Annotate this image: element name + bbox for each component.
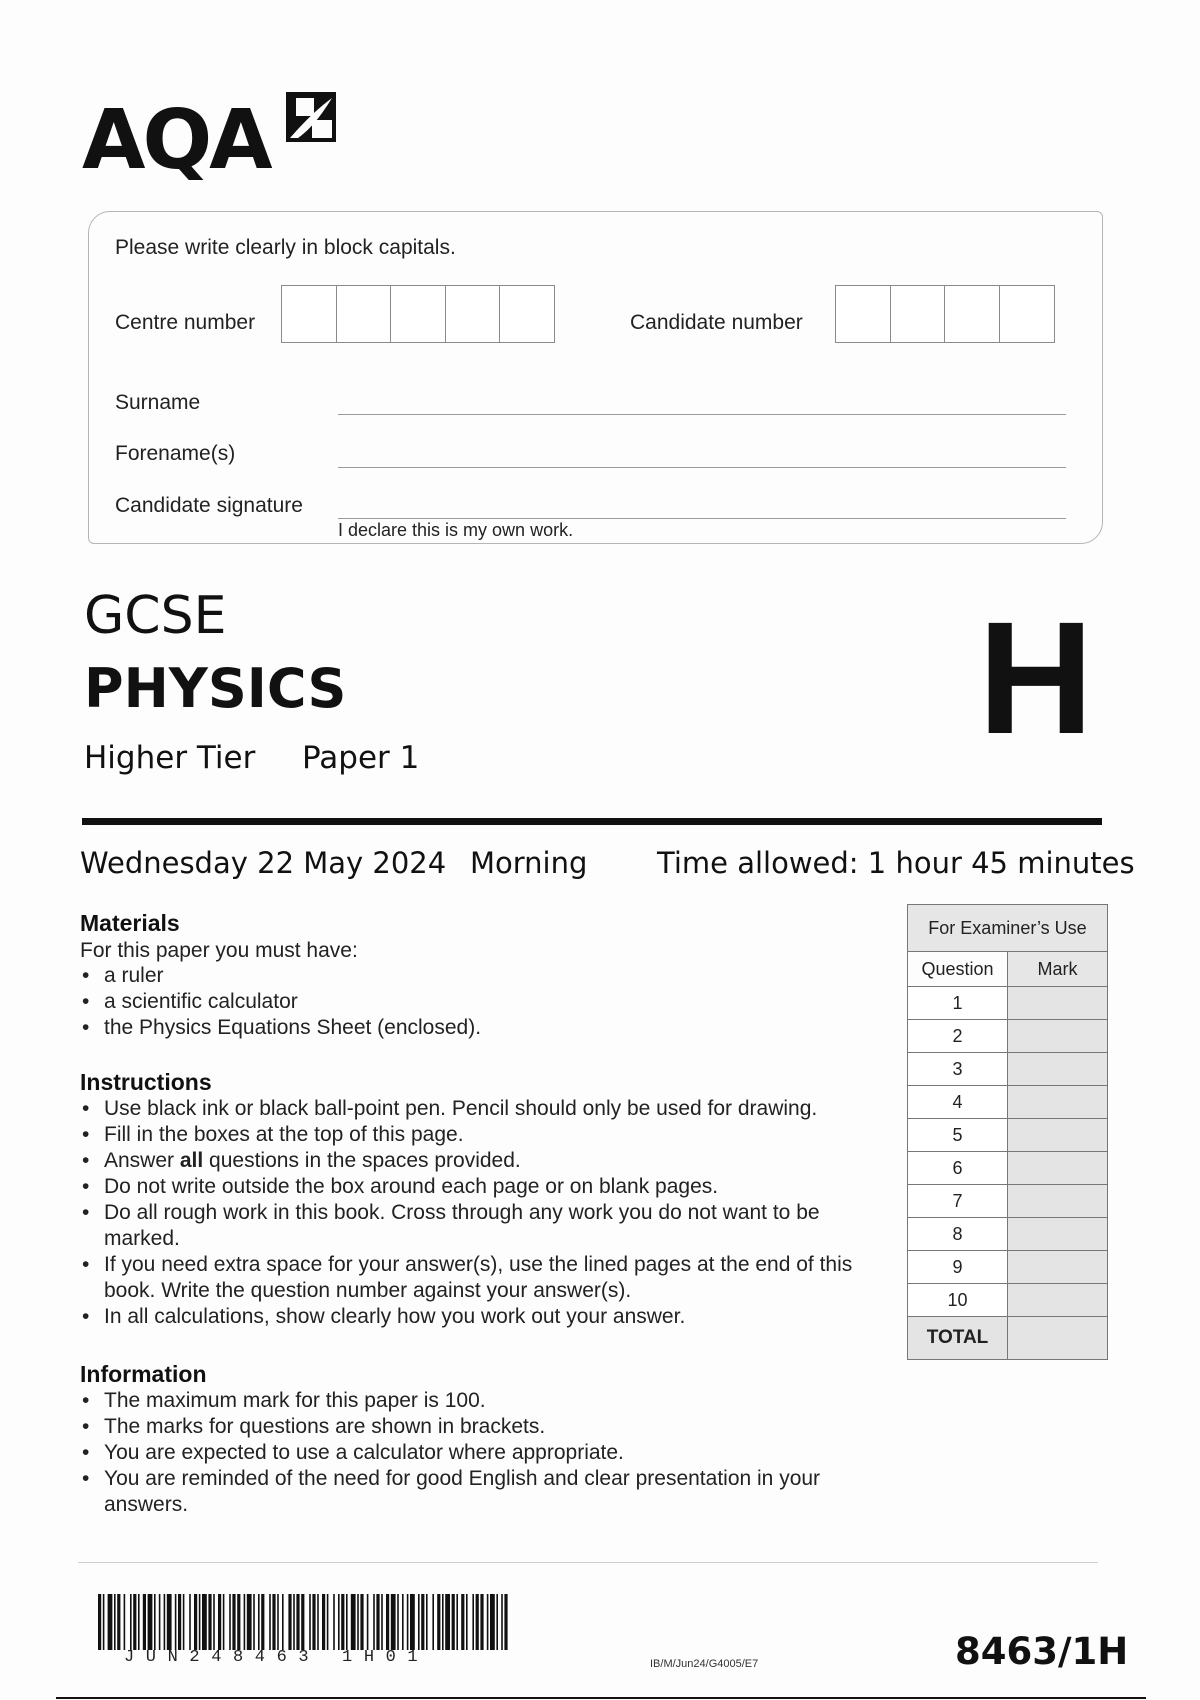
barcode-bar	[317, 1594, 319, 1650]
centre-digit-box[interactable]	[281, 285, 337, 343]
subject-title: PHYSICS	[84, 657, 347, 720]
barcode-bar	[277, 1594, 279, 1650]
barcode-bar	[501, 1594, 503, 1650]
barcode-bar	[472, 1594, 474, 1650]
total-mark-cell	[1008, 1317, 1108, 1360]
barcode-bar	[98, 1594, 101, 1650]
barcode-bar	[213, 1594, 215, 1650]
question-number: 2	[908, 1020, 1008, 1053]
declaration-text: I declare this is my own work.	[338, 520, 574, 540]
barcode-bar	[367, 1594, 369, 1650]
mark-cell	[1008, 1086, 1108, 1119]
barcode-image	[98, 1594, 508, 1650]
barcode-bar	[296, 1594, 299, 1650]
mark-cell	[1008, 1284, 1108, 1317]
information-item: • You are reminded of the need for good English and clear presentation in your answers.	[80, 1466, 840, 1518]
question-number: 4	[908, 1086, 1008, 1119]
barcode-bar	[288, 1594, 291, 1650]
instructions-item: • Do not write outside the box around each page or on blank pages.	[80, 1174, 870, 1200]
instructions-item: • Do all rough work in this book. Cross through any work you do not want to be marked.	[80, 1200, 849, 1252]
table-row	[908, 1152, 1108, 1185]
information-heading: Information	[80, 1361, 207, 1387]
barcode-bar	[496, 1594, 498, 1650]
materials-intro: For this paper you must have:	[80, 939, 358, 962]
table-row	[908, 1284, 1108, 1317]
answer-prefix: Answer	[104, 1149, 180, 1172]
barcode-bar	[293, 1594, 295, 1650]
barcode-bar	[164, 1594, 166, 1650]
exam-session: Morning	[470, 846, 588, 880]
barcode-bar	[301, 1594, 304, 1650]
materials-section	[80, 910, 880, 1041]
question-number: 8	[908, 1218, 1008, 1251]
centre-number-label: Centre number	[115, 311, 256, 334]
barcode-bar	[418, 1594, 420, 1650]
surname-line[interactable]	[338, 414, 1066, 415]
aqa-leaf-icon	[282, 88, 340, 146]
table-row	[908, 1251, 1108, 1284]
candidate-number-boxes[interactable]	[835, 285, 1053, 343]
barcode-bar	[487, 1594, 489, 1650]
mark-cell	[1008, 1185, 1108, 1218]
page-bottom-rule	[56, 1697, 1146, 1699]
forenames-line[interactable]	[338, 467, 1066, 468]
candidate-number-label: Candidate number	[630, 311, 803, 334]
reference-code: IB/M/Jun24/G4005/E7	[650, 1658, 759, 1670]
candidate-digit-box[interactable]	[835, 285, 891, 343]
mark-cell	[1008, 1152, 1108, 1185]
block-capitals-instruction: Please write clearly in block capitals.	[115, 236, 456, 259]
barcode-bar	[333, 1594, 335, 1650]
barcode-bar	[421, 1594, 424, 1650]
barcode-bar	[312, 1594, 315, 1650]
centre-digit-box[interactable]	[336, 285, 392, 343]
barcode-bar	[376, 1594, 379, 1650]
footer-divider	[78, 1562, 1098, 1563]
paper-label: Paper 1	[302, 740, 420, 776]
barcode-bar	[194, 1594, 197, 1650]
barcode-bar	[202, 1594, 207, 1650]
barcode-bar	[138, 1594, 140, 1650]
qualification-title: GCSE	[84, 586, 227, 646]
answer-emphasis: all	[179, 1149, 204, 1172]
instructions-item: • In all calculations, show clearly how you work out your answer.	[80, 1304, 870, 1330]
barcode-bar	[133, 1594, 136, 1650]
table-row	[908, 1086, 1108, 1119]
tier-letter: H	[978, 588, 1094, 767]
mark-cell	[1008, 1218, 1108, 1251]
barcode-bar	[452, 1594, 455, 1650]
information-item: • The maximum mark for this paper is 100.	[80, 1388, 840, 1414]
materials-item: • a scientific calculator	[80, 989, 880, 1015]
question-number: 5	[908, 1119, 1008, 1152]
barcode-bar	[244, 1594, 246, 1650]
barcode-bar	[189, 1594, 191, 1650]
barcode-bar	[327, 1594, 329, 1650]
time-allowed: Time allowed: 1 hour 45 minutes	[657, 846, 1135, 880]
barcode-bar	[208, 1594, 211, 1650]
barcode-bar	[397, 1594, 399, 1650]
title-divider	[82, 818, 1102, 825]
information-item: • The marks for questions are shown in brackets.	[80, 1414, 840, 1440]
barcode-bar	[466, 1594, 468, 1650]
instructions-item-answer-all	[80, 1148, 870, 1174]
question-number: 7	[908, 1185, 1008, 1218]
candidate-digit-box[interactable]	[999, 285, 1055, 343]
barcode-bar	[183, 1594, 185, 1650]
question-number: 3	[908, 1053, 1008, 1086]
barcode-bar	[360, 1594, 363, 1650]
instructions-heading: Instructions	[80, 1069, 212, 1095]
table-row	[908, 1053, 1108, 1086]
barcode-bar	[338, 1594, 340, 1650]
barcode-bar	[480, 1594, 483, 1650]
barcode-bar	[476, 1594, 479, 1650]
question-number: 1	[908, 987, 1008, 1020]
barcode-bar	[218, 1594, 221, 1650]
question-number: 10	[908, 1284, 1008, 1317]
candidate-digit-box[interactable]	[890, 285, 946, 343]
question-number: 6	[908, 1152, 1008, 1185]
aqa-logo	[82, 88, 352, 188]
tier-label: Higher Tier	[84, 740, 256, 776]
centre-digit-box[interactable]	[499, 285, 555, 343]
barcode-bar	[341, 1594, 344, 1650]
table-row	[908, 1119, 1108, 1152]
answer-suffix: questions in the spaces provided.	[203, 1149, 521, 1172]
centre-digit-box[interactable]	[390, 285, 446, 343]
barcode-bar	[442, 1594, 444, 1650]
barcode-bar	[351, 1594, 356, 1650]
barcode-bar	[159, 1594, 161, 1650]
barcode-bar	[445, 1594, 450, 1650]
barcode-bar	[229, 1594, 231, 1650]
barcode-bar	[114, 1594, 116, 1650]
barcode-bar	[322, 1594, 325, 1650]
information-item: • You are expected to use a calculator where appropriate.	[80, 1440, 840, 1466]
barcode-bar	[410, 1594, 415, 1650]
instructions-section	[80, 1069, 880, 1330]
surname-label: Surname	[115, 391, 201, 414]
barcode-bar	[143, 1594, 146, 1650]
barcode-bar	[386, 1594, 389, 1650]
barcode-bar	[199, 1594, 201, 1650]
centre-number-boxes[interactable]	[281, 285, 554, 343]
barcode-bar	[253, 1594, 255, 1650]
instructions-item: • Use black ink or black ball-point pen. Pencil should only be used for drawing.	[80, 1096, 870, 1122]
barcode-bar	[232, 1594, 235, 1650]
centre-digit-box[interactable]	[445, 285, 501, 343]
barcode-bar	[223, 1594, 225, 1650]
barcode-bar	[272, 1594, 275, 1650]
materials-item: • the Physics Equations Sheet (enclosed).	[80, 1015, 880, 1041]
total-row	[908, 1317, 1108, 1360]
barcode-bar	[148, 1594, 153, 1650]
table-row	[908, 987, 1108, 1020]
barcode-bar	[178, 1594, 181, 1650]
barcode-bar	[407, 1594, 409, 1650]
forenames-label: Forename(s)	[115, 442, 236, 465]
barcode-bar	[373, 1594, 375, 1650]
barcode-bar	[346, 1594, 348, 1650]
paper-code: 8463/1H	[955, 1630, 1129, 1673]
barcode-bar	[247, 1594, 252, 1650]
barcode-bar	[381, 1594, 383, 1650]
barcode-text: JUN248463 1H01	[124, 1648, 430, 1667]
table-row	[908, 1218, 1108, 1251]
examiners-use-title: For Examiner’s Use	[908, 905, 1108, 952]
materials-item: • a ruler	[80, 963, 880, 989]
barcode-bar	[357, 1594, 359, 1650]
mark-cell	[1008, 1119, 1108, 1152]
exam-date: Wednesday 22 May 2024	[80, 846, 447, 880]
logo-text: AQA	[82, 93, 270, 188]
materials-heading: Materials	[80, 910, 180, 936]
mark-cell	[1008, 1053, 1108, 1086]
barcode-bar	[490, 1594, 495, 1650]
instructions-item: • Fill in the boxes at the top of this page.	[80, 1122, 870, 1148]
barcode-bar	[261, 1594, 264, 1650]
barcode-bar	[269, 1594, 271, 1650]
total-label: TOTAL	[908, 1317, 1008, 1360]
barcode-bar	[504, 1594, 507, 1650]
barcode-bar	[167, 1594, 172, 1650]
information-section	[80, 1361, 880, 1518]
barcode-bar	[456, 1594, 458, 1650]
mark-cell	[1008, 1251, 1108, 1284]
examiners-use-table	[907, 904, 1108, 1360]
barcode-bar	[402, 1594, 404, 1650]
barcode-bar	[103, 1594, 105, 1650]
mark-cell	[1008, 1020, 1108, 1053]
barcode-bar	[309, 1594, 311, 1650]
barcode-bar	[282, 1594, 284, 1650]
barcode-bar	[108, 1594, 113, 1650]
barcode-bar	[130, 1594, 132, 1650]
question-column-header: Question	[908, 952, 1008, 987]
table-row	[908, 1185, 1108, 1218]
barcode-bar	[437, 1594, 440, 1650]
barcode-bar	[154, 1594, 156, 1650]
candidate-digit-box[interactable]	[944, 285, 1000, 343]
barcode-bar	[237, 1594, 240, 1650]
barcode-bar	[258, 1594, 260, 1650]
barcode-bar	[175, 1594, 177, 1650]
signature-line[interactable]	[338, 518, 1066, 519]
barcode-bar	[117, 1594, 120, 1650]
barcode-bar	[461, 1594, 464, 1650]
barcode-bar	[432, 1594, 434, 1650]
barcode-bar	[391, 1594, 396, 1650]
table-row	[908, 1020, 1108, 1053]
instructions-item: • If you need extra space for your answer(s), use the lined pages at the end of this book. Write the question number against your answer(s).	[80, 1252, 874, 1304]
mark-column-header: Mark	[1008, 952, 1108, 987]
question-number: 9	[908, 1251, 1008, 1284]
barcode-bar	[124, 1594, 126, 1650]
mark-cell	[1008, 987, 1108, 1020]
signature-label: Candidate signature	[115, 494, 303, 517]
barcode-bar	[426, 1594, 428, 1650]
